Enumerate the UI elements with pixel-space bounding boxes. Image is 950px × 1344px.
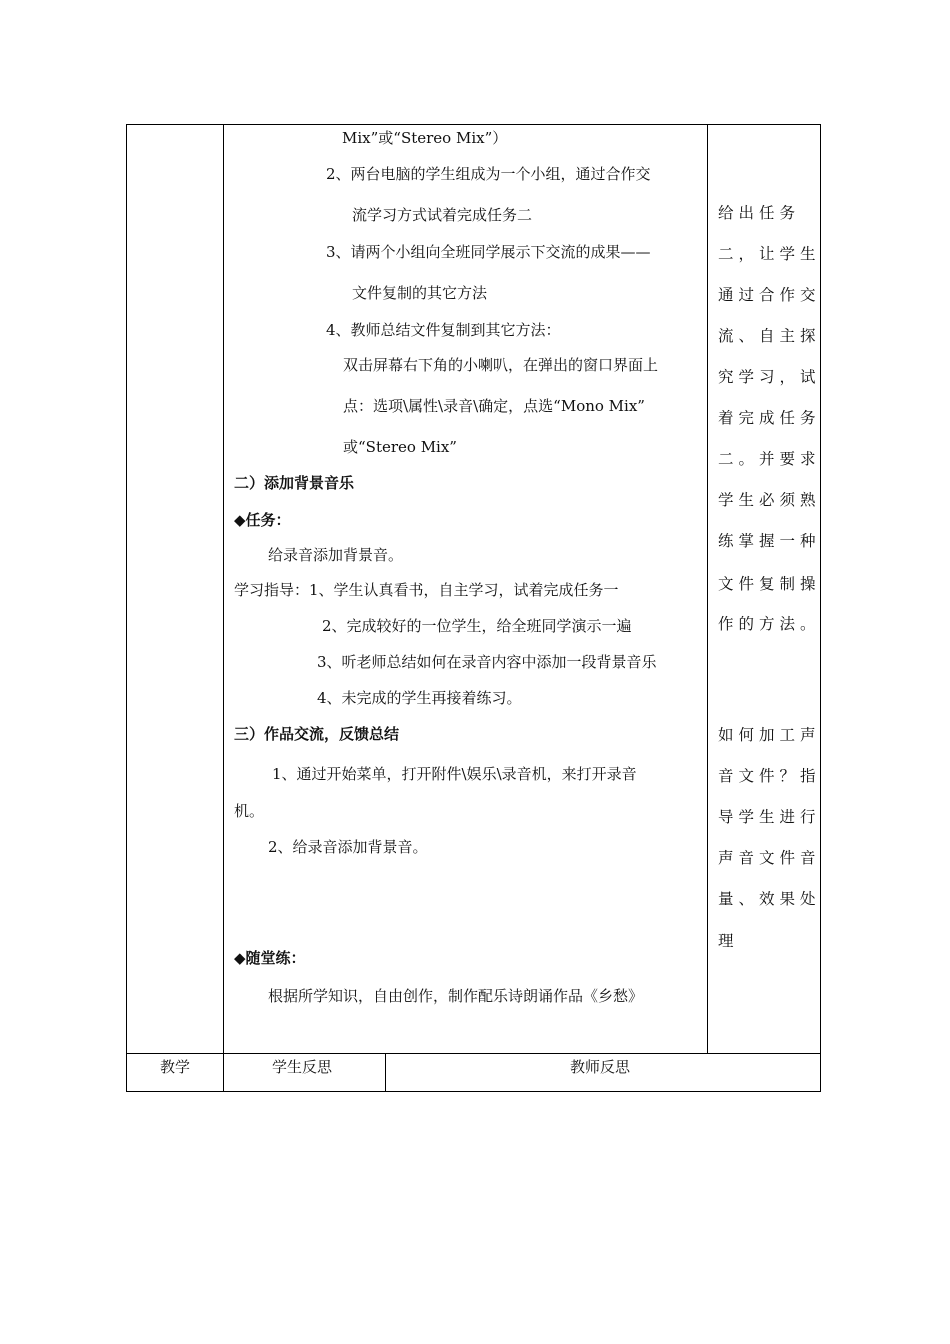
side-note-line: 给出任务 <box>718 204 801 222</box>
side-note-line: 练掌握一种 <box>718 532 821 550</box>
side-note-line: 声音文件音 <box>718 849 821 867</box>
table-border-bottom <box>126 1091 821 1092</box>
side-note-line: 二。并要求 <box>718 450 821 468</box>
paragraph-line: 1、通过开始菜单，打开附件\娱乐\录音机，来打开录音 <box>272 765 637 783</box>
practice-text: 根据所学知识，自由创作，制作配乐诗朗诵作品《乡愁》 <box>268 987 644 1005</box>
text-line: 文件复制的其它方法 <box>352 284 488 302</box>
side-note-line: 如何加工声 <box>718 726 821 744</box>
text-line: 双击屏幕右下角的小喇叭，在弹出的窗口界面上 <box>343 356 659 374</box>
text-line: Mix”或“Stereo Mix”） <box>342 129 508 147</box>
guide-line: 4、未完成的学生再接着练习。 <box>317 689 522 707</box>
col-divider-2 <box>707 124 708 1054</box>
side-note-line: 作的方法。 <box>718 615 821 633</box>
text-line: 点：选项\属性\录音\确定，点选“Mono Mix” <box>343 397 645 415</box>
side-note-line: 音文件？指 <box>718 767 821 785</box>
section-heading: 三）作品交流，反馈总结 <box>234 725 400 743</box>
text-line: 3、请两个小组向全班同学展示下交流的成果—— <box>326 243 651 261</box>
row-divider <box>126 1053 821 1054</box>
section-heading: 二）添加背景音乐 <box>234 474 355 492</box>
footer-divider <box>385 1053 386 1091</box>
task-text: 给录音添加背景音。 <box>268 546 404 564</box>
task-label: ◆任务： <box>234 511 291 529</box>
table-border-top <box>126 124 821 125</box>
text-line: 流学习方式试着完成任务二 <box>352 206 533 224</box>
text-line: 或“Stereo Mix” <box>343 438 457 456</box>
side-note-line: 学生必须熟 <box>718 491 821 509</box>
practice-label: ◆随堂练： <box>234 949 306 967</box>
footer-cell-student-reflection: 学生反思 <box>272 1058 333 1076</box>
paragraph-line: 机。 <box>234 802 265 820</box>
side-note-line: 导学生进行 <box>718 808 821 826</box>
side-note-line: 文件复制操 <box>718 575 821 593</box>
paragraph-line: 2、给录音添加背景音。 <box>268 838 428 856</box>
side-note-line: 理 <box>718 932 739 950</box>
guide-line: 3、听老师总结如何在录音内容中添加一段背景音乐 <box>317 653 657 671</box>
footer-cell-teaching: 教学 <box>160 1058 191 1076</box>
side-note-line: 量、效果处 <box>718 890 821 908</box>
text-line: 4、教师总结文件复制到其它方法： <box>326 321 561 339</box>
table-border-right <box>820 124 821 1092</box>
side-note-line: 着完成任务 <box>718 409 821 427</box>
side-note-line: 通过合作交 <box>718 286 821 304</box>
guide-line: 2、完成较好的一位学生，给全班同学演示一遍 <box>322 617 632 635</box>
side-note-line: 二，让学生 <box>718 245 821 263</box>
footer-cell-teacher-reflection: 教师反思 <box>570 1058 631 1076</box>
side-note-line: 流、自主探 <box>718 327 821 345</box>
col-divider-1 <box>223 124 224 1092</box>
side-note-line: 究学习，试 <box>718 368 821 386</box>
text-line: 2、两台电脑的学生组成为一个小组，通过合作交 <box>326 165 651 183</box>
guide-line: 学习指导：1、学生认真看书，自主学习，试着完成任务一 <box>234 581 619 599</box>
table-border-left <box>126 124 127 1092</box>
